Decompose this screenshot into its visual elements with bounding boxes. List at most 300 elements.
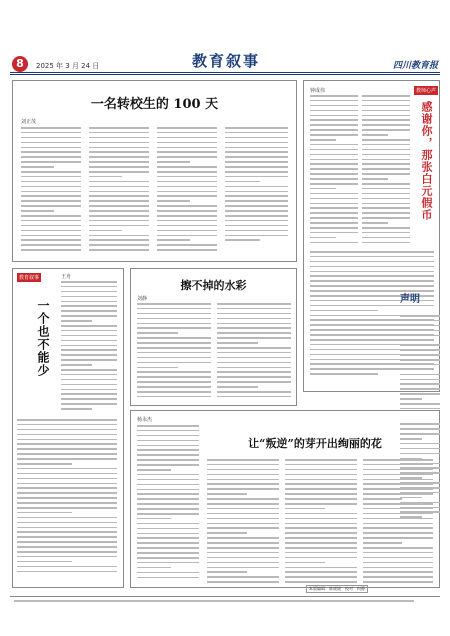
text-line [157, 137, 217, 139]
text-line [17, 424, 117, 426]
text-line [362, 134, 388, 136]
text-line [310, 212, 358, 214]
text-line [225, 171, 288, 173]
text-line [363, 498, 402, 500]
left-article [12, 268, 124, 588]
text-line [362, 119, 410, 121]
text-line [310, 144, 358, 146]
text-line [17, 546, 117, 548]
text-line [157, 205, 217, 207]
left-article-column-2 [17, 419, 117, 576]
text-line [157, 200, 190, 202]
text-line [217, 327, 291, 329]
text-line [310, 119, 358, 121]
text-line [310, 217, 358, 219]
text-line [89, 161, 149, 163]
text-line [157, 176, 217, 178]
text-line [61, 389, 117, 391]
sidebar [400, 290, 440, 590]
text-line [137, 459, 199, 461]
text-line [310, 134, 358, 136]
text-line [217, 347, 291, 349]
text-line [137, 367, 178, 369]
text-line [207, 518, 279, 520]
left-article-title: 一个也不能少 [36, 299, 50, 377]
text-line [89, 239, 149, 241]
footer-tag: 本版编辑：陈媛媛 校对：何静 [306, 585, 368, 593]
text-line [310, 232, 358, 234]
text-line [310, 242, 358, 244]
text-line [225, 156, 288, 158]
text-line [207, 576, 279, 578]
text-line [400, 428, 440, 430]
text-line [310, 115, 358, 117]
text-line [285, 464, 357, 466]
text-line [362, 154, 410, 156]
text-line [400, 383, 440, 385]
text-line [207, 532, 247, 534]
text-line [285, 537, 357, 539]
text-line [21, 147, 81, 149]
text-line [21, 235, 81, 237]
text-line [363, 542, 402, 544]
text-line [21, 156, 81, 158]
text-line [137, 352, 211, 354]
text-line [285, 483, 357, 485]
text-line [21, 186, 81, 188]
text-line [137, 572, 199, 574]
bottom-article-author: 杨永杰 [137, 417, 153, 423]
text-line [17, 463, 72, 465]
right-article-column-1 [310, 95, 358, 247]
text-line [17, 541, 117, 543]
text-line [285, 459, 357, 461]
text-line [89, 156, 149, 158]
text-line [225, 151, 288, 153]
right-article-author: 钟成伟 [310, 88, 326, 94]
text-line [362, 178, 388, 180]
text-line [21, 181, 81, 183]
text-line [207, 571, 247, 573]
text-line [21, 151, 81, 153]
text-line [285, 547, 357, 549]
text-line [362, 115, 410, 117]
text-line [400, 472, 440, 474]
text-line [362, 168, 410, 170]
text-line [157, 147, 217, 149]
text-line [310, 237, 336, 239]
right-article-title: 感谢你，那张白元假币 [420, 101, 433, 221]
text-line [61, 354, 117, 356]
text-line [157, 215, 217, 217]
bottom-article [130, 410, 440, 588]
text-line [157, 186, 217, 188]
text-line [89, 151, 149, 153]
text-line [137, 449, 199, 451]
text-line [362, 212, 410, 214]
text-line [89, 166, 149, 168]
text-line [285, 557, 357, 559]
main-article-column-4 [225, 127, 288, 244]
text-line [61, 281, 117, 283]
text-line [400, 463, 440, 465]
text-line [89, 176, 122, 178]
text-line [207, 488, 279, 490]
text-line [157, 181, 217, 183]
text-line [61, 335, 117, 337]
text-line [157, 171, 217, 173]
text-line [157, 161, 190, 163]
bottom-article-title: 让“叛逆”的芽开出绚丽的花 [248, 437, 382, 450]
text-line [217, 332, 291, 334]
text-line [17, 483, 117, 485]
text-line [225, 225, 288, 227]
text-line [362, 232, 410, 234]
text-line [217, 337, 291, 339]
text-line [207, 483, 279, 485]
header-rule [10, 72, 440, 73]
page-number: 8 [12, 56, 28, 72]
text-line [285, 498, 357, 500]
text-line [17, 419, 117, 421]
text-line [207, 508, 279, 510]
text-line [21, 166, 54, 168]
text-line [225, 220, 288, 222]
text-line [137, 313, 211, 315]
text-line [362, 193, 410, 195]
text-line [207, 474, 279, 476]
text-line [225, 176, 288, 178]
section-title: 教育叙事 [191, 52, 260, 70]
text-line [17, 497, 117, 499]
text-line [207, 513, 279, 515]
text-line [21, 210, 54, 212]
text-line [61, 364, 92, 366]
text-line [17, 561, 72, 563]
text-line [207, 557, 279, 559]
text-line [137, 498, 199, 500]
text-line [400, 487, 440, 489]
text-line [137, 577, 199, 579]
text-line [89, 195, 149, 197]
text-line [21, 225, 81, 227]
text-line [61, 296, 117, 298]
text-line [362, 129, 410, 131]
text-line [89, 186, 149, 188]
text-line [21, 205, 81, 207]
text-line [225, 137, 288, 139]
text-line [400, 408, 440, 410]
text-line [400, 438, 422, 440]
text-line [17, 429, 117, 431]
text-line [400, 423, 440, 425]
text-line [362, 163, 410, 165]
text-line [225, 181, 260, 183]
text-line [400, 320, 440, 322]
text-line [137, 381, 211, 383]
text-line [285, 493, 357, 495]
text-line [157, 127, 217, 129]
text-line [400, 315, 440, 317]
text-line [137, 357, 211, 359]
text-line [400, 398, 422, 400]
bottom-article-column-2 [207, 459, 279, 586]
text-line [137, 533, 199, 535]
text-line [310, 124, 358, 126]
text-line [225, 215, 288, 217]
text-line [137, 425, 199, 427]
text-line [61, 305, 117, 307]
text-line [217, 396, 291, 398]
text-line [21, 142, 81, 144]
text-line [137, 396, 211, 398]
text-line [207, 479, 279, 481]
text-line [137, 567, 171, 569]
text-line [285, 552, 357, 554]
text-line [310, 271, 434, 273]
text-line [137, 503, 199, 505]
text-line [89, 171, 149, 173]
main-article [12, 80, 297, 262]
text-line [17, 458, 117, 460]
text-line [225, 210, 288, 212]
text-line [400, 344, 440, 346]
text-line [400, 507, 440, 509]
text-line [61, 393, 117, 395]
text-line [137, 440, 199, 442]
text-line [157, 210, 217, 212]
text-line [207, 498, 279, 500]
text-line [400, 492, 440, 494]
text-line [217, 362, 291, 364]
text-line [17, 487, 117, 489]
text-line [217, 381, 291, 383]
text-line [400, 477, 422, 479]
text-line [17, 566, 117, 568]
text-line [89, 235, 149, 237]
text-line [217, 303, 291, 305]
text-line [285, 567, 357, 569]
text-line [285, 581, 357, 583]
middle-article [130, 268, 297, 406]
text-line [17, 453, 117, 455]
text-line [217, 352, 291, 354]
text-line [61, 310, 117, 312]
text-line [225, 132, 288, 134]
text-line [400, 325, 440, 327]
text-line [310, 100, 358, 102]
text-line [89, 127, 149, 129]
text-line [207, 542, 279, 544]
text-line [400, 349, 440, 351]
text-line [310, 275, 434, 277]
text-line [137, 562, 199, 564]
middle-article-author: 刘静 [137, 296, 148, 302]
text-line [310, 285, 434, 287]
text-line [137, 542, 199, 544]
text-line [137, 347, 211, 349]
text-line [225, 191, 288, 193]
text-line [310, 129, 358, 131]
right-article-label: 教师心声 [416, 88, 437, 94]
text-line [157, 244, 217, 246]
text-line [217, 308, 291, 310]
text-line [225, 239, 260, 241]
text-line [285, 527, 357, 529]
text-line [225, 142, 288, 144]
text-line [207, 562, 279, 564]
text-line [225, 186, 288, 188]
text-line [21, 244, 81, 246]
main-article-column-1 [21, 127, 81, 254]
text-line [362, 149, 410, 151]
text-line [285, 488, 357, 490]
text-line [400, 388, 440, 390]
text-line [61, 359, 117, 361]
text-line [137, 489, 199, 491]
text-line [137, 318, 211, 320]
text-line [217, 391, 291, 393]
text-line [217, 371, 291, 373]
text-line [362, 95, 410, 97]
text-line [310, 168, 358, 170]
text-line [137, 479, 199, 481]
text-line [310, 207, 358, 209]
text-line [362, 100, 410, 102]
text-line [17, 492, 117, 494]
sidebar-text [400, 315, 440, 409]
text-line [217, 386, 258, 388]
main-article-column-3 [157, 127, 217, 254]
text-line [137, 371, 211, 373]
text-line [285, 508, 325, 510]
text-line [362, 198, 410, 200]
text-line [310, 266, 434, 268]
text-line [400, 502, 440, 504]
text-line [285, 532, 357, 534]
text-line [89, 225, 149, 227]
text-line [61, 325, 117, 327]
text-line [362, 124, 410, 126]
text-line [137, 327, 211, 329]
text-line [17, 522, 117, 524]
text-line [137, 528, 199, 530]
text-line [362, 139, 410, 141]
text-line [17, 507, 117, 509]
text-line [362, 159, 410, 161]
text-line [207, 469, 279, 471]
text-line [17, 536, 117, 538]
text-line [157, 220, 217, 222]
text-line [21, 215, 81, 217]
left-article-column-1 [61, 281, 117, 413]
text-line [207, 459, 279, 461]
text-line [17, 443, 117, 445]
text-line [137, 523, 199, 525]
text-line [137, 552, 199, 554]
text-line [137, 484, 199, 486]
text-line [21, 137, 81, 139]
text-line [400, 330, 440, 332]
middle-article-column-2 [217, 303, 291, 401]
text-line [362, 188, 410, 190]
text-line [89, 132, 149, 134]
text-line [362, 110, 410, 112]
text-line [17, 527, 117, 529]
text-line [400, 516, 422, 518]
text-line [61, 286, 117, 288]
text-line [61, 403, 117, 405]
text-line [207, 523, 279, 525]
text-line [207, 527, 279, 529]
text-line [89, 200, 149, 202]
text-line [285, 503, 357, 505]
text-line [21, 195, 81, 197]
text-line [400, 374, 440, 376]
text-line [17, 478, 117, 480]
text-line [225, 161, 288, 163]
text-line [310, 183, 358, 185]
text-line [310, 173, 358, 175]
text-line [217, 357, 291, 359]
text-line [17, 502, 117, 504]
main-article-author: 刘正茂 [21, 119, 37, 125]
text-line [17, 531, 117, 533]
text-line [17, 434, 117, 436]
text-line [310, 373, 378, 375]
text-line [310, 110, 358, 112]
text-line [310, 203, 358, 205]
text-line [225, 147, 288, 149]
text-line [310, 178, 358, 180]
text-line [225, 166, 288, 168]
text-line [400, 354, 440, 356]
text-line [61, 384, 117, 386]
text-line [17, 556, 117, 558]
sidebar-masthead [400, 423, 440, 517]
text-line [400, 369, 422, 371]
text-line [207, 503, 279, 505]
text-line [310, 261, 434, 263]
text-line [61, 340, 117, 342]
text-line [400, 393, 440, 395]
text-line [17, 448, 117, 450]
text-line [157, 132, 217, 134]
bottom-article-column-1 [137, 425, 199, 582]
text-line [17, 551, 117, 553]
text-line [225, 195, 288, 197]
text-line [217, 323, 291, 325]
right-article-column-2 [362, 95, 410, 247]
text-line [400, 379, 440, 381]
text-line [61, 379, 117, 381]
text-line [61, 398, 117, 400]
text-line [61, 330, 117, 332]
text-line [362, 237, 410, 239]
text-line [21, 220, 81, 222]
text-line [17, 571, 117, 573]
text-line [362, 105, 410, 107]
text-line [61, 315, 117, 317]
text-line [207, 552, 279, 554]
text-line [137, 557, 199, 559]
text-line [400, 482, 440, 484]
text-line [400, 467, 440, 469]
text-line [21, 249, 81, 251]
text-line [217, 313, 291, 315]
text-line [89, 137, 149, 139]
text-line [362, 207, 410, 209]
